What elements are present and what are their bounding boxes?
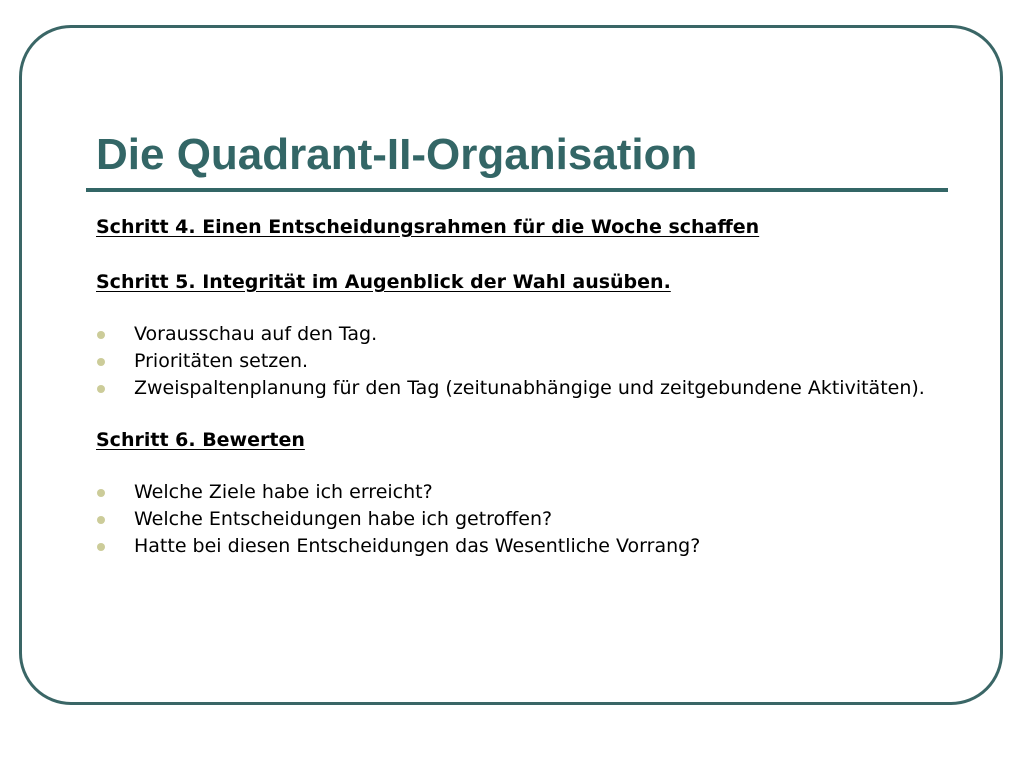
list-item	[96, 535, 956, 558]
step-5-heading: Schritt 5. Integrität im Augenblick der Wahl ausüben.	[96, 271, 671, 293]
slide-content	[96, 213, 956, 562]
bullet-dot-icon	[97, 516, 105, 524]
slide-title: Die Quadrant-II-Organisation	[96, 130, 698, 179]
title-divider	[86, 188, 948, 192]
list-item-text: Vorausschau auf den Tag.	[134, 323, 378, 345]
list-item-text: Welche Entscheidungen habe ich getroffen?	[134, 508, 553, 530]
bullet-dot-icon	[97, 543, 105, 551]
bullet-dot-icon	[97, 385, 105, 393]
step-4-heading: Schritt 4. Einen Entscheidungsrahmen für die Woche schaffen	[96, 216, 760, 238]
list-item	[96, 508, 956, 531]
list-item-text: Welche Ziele habe ich erreicht?	[134, 481, 433, 503]
step-5-bullet-list	[96, 323, 956, 400]
bullet-dot-icon	[97, 489, 105, 497]
list-item	[96, 481, 956, 504]
list-item-text: Prioritäten setzen.	[134, 350, 309, 372]
bullet-dot-icon	[97, 358, 105, 366]
list-item	[96, 323, 956, 346]
step-6-bullet-list	[96, 481, 956, 558]
list-item	[96, 350, 956, 373]
list-item-text: Zweispaltenplanung für den Tag (zeitunabhängige und zeitgebundene Aktivitäten).	[134, 377, 925, 399]
list-item	[96, 377, 956, 400]
list-item-text: Hatte bei diesen Entscheidungen das Wesentliche Vorrang?	[134, 535, 701, 557]
bullet-dot-icon	[97, 331, 105, 339]
step-6-heading: Schritt 6. Bewerten	[96, 429, 305, 451]
